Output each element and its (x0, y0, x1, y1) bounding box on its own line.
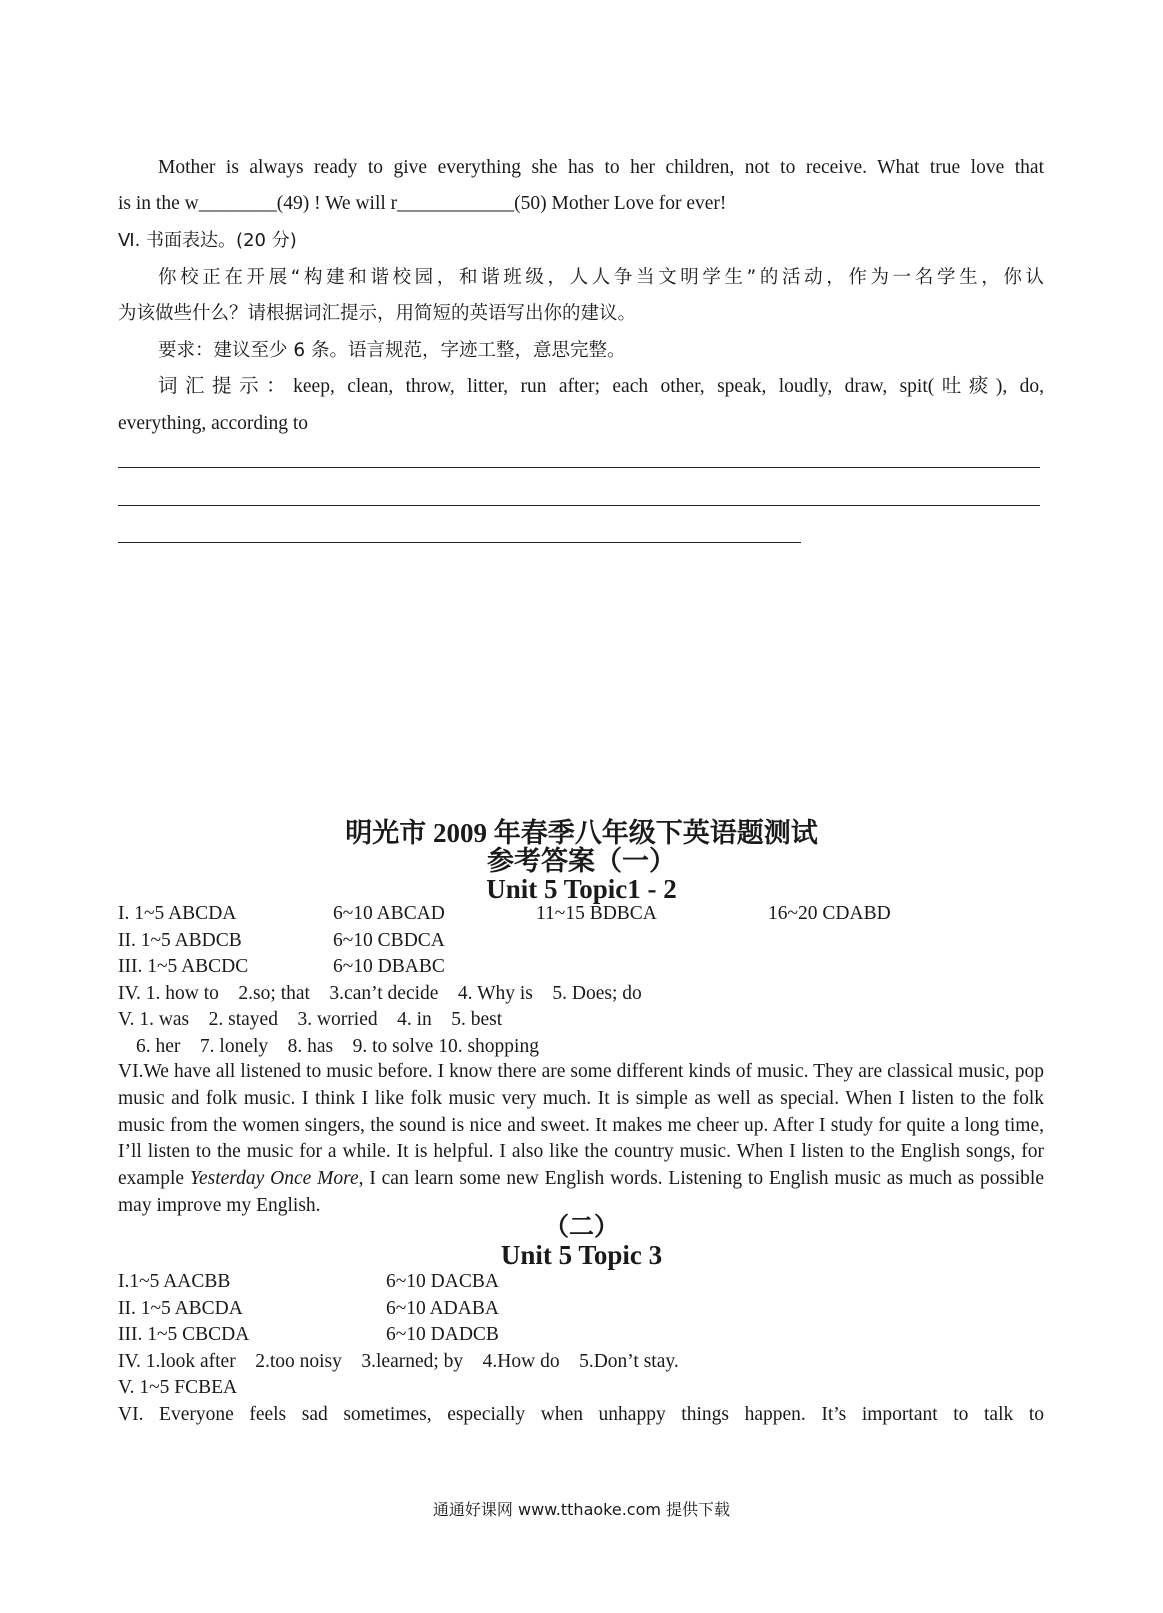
answer-cell: 6~10 DACBA (386, 1271, 499, 1292)
answer-cell: I. 1~5 ABCDA (118, 903, 237, 924)
answer-cell: 6~10 DADCB (386, 1324, 499, 1345)
answer-row: V. 1. was 2. stayed 3. worried 4. in 5. best (118, 1009, 503, 1030)
answer-line[interactable] (118, 542, 801, 543)
vocabulary-hint-continued: everything, according to (118, 413, 309, 434)
passage-blank-line: is in the w________(49) ! We will r____________(50) Mother Love for ever! (118, 193, 727, 214)
answer-cell: II. 1~5 ABCDA (118, 1298, 243, 1319)
part-label: （二） (543, 1214, 619, 1241)
answer-key-title: 明光市 2009 年春季八年级下英语题测试 (345, 818, 818, 848)
answer-line[interactable] (118, 505, 1040, 506)
section-heading: Ⅵ. 书面表达。(20 分) (118, 230, 297, 251)
answer-cell: 6~10 CBDCA (333, 930, 445, 951)
answer-cell: I.1~5 AACBB (118, 1271, 231, 1292)
answer-row: V. 1~5 FCBEA (118, 1377, 238, 1398)
answer-cell: 6~10 DBABC (333, 956, 445, 977)
answer-line[interactable] (118, 467, 1040, 468)
answer-key-subtitle: 参考答案（一） (487, 846, 676, 876)
answer-cell: 16~20 CDABD (768, 903, 891, 924)
song-title: Yesterday Once More (189, 1168, 359, 1190)
passage-line: Mother is always ready to give everything she has to her children, not to receive. What true love that (158, 157, 1044, 178)
vocabulary-hint: 词汇提示：keep, clean, throw, litter, run after; each other, speak, loudly, draw, spit(吐痰), do, (158, 376, 1044, 397)
answer-cell: III. 1~5 CBCDA (118, 1324, 250, 1345)
unit-heading: Unit 5 Topic 3 (500, 1240, 663, 1270)
answer-cell: 6~10 ADABA (386, 1298, 499, 1319)
unit-heading: Unit 5 Topic1 - 2 (486, 874, 677, 904)
answer-cell: 6~10 ABCAD (333, 903, 445, 924)
answer-row: IV. 1.look after 2.too noisy 3.learned; by 4.How do 5.Don’t stay. (118, 1351, 679, 1372)
answer-row: IV. 1. how to 2.so; that 3.can’t decide 4. Why is 5. Does; do (118, 983, 642, 1004)
writing-requirement: 要求：建议至少 6 条。语言规范，字迹工整，意思完整。 (158, 340, 626, 361)
sample-essay-text: VI.We have all listened to music before. I know there are some different kinds of music. They are classical music, pop music and folk music. I think I like folk music very much. It is simple as well as special. When I listen to the folk music from the women singers, the sound is nice and sweet. It makes me cheer up. After I study for quite a long time, I’ll listen to the music for a while. It is helpful. I also like the country music. When I listen to the English songs, for example (118, 1061, 1044, 1190)
sample-essay (118, 1059, 1044, 1220)
sample-essay-start: VI. Everyone feels sad sometimes, especially when unhappy things happen. It’s important to talk to (118, 1404, 1044, 1425)
answer-cell: 11~15 BDBCA (536, 903, 657, 924)
answer-cell: III. 1~5 ABCDC (118, 956, 249, 977)
answer-row: 6. her 7. lonely 8. has 9. to solve 10. shopping (136, 1036, 539, 1057)
sample-essay-text: , I can learn some new English words. Listening to English music as much as possible may improve my English. (118, 1168, 1044, 1216)
page-footer: 通通好课网 www.tthaoke.com 提供下载 (432, 1500, 731, 1519)
answer-cell: II. 1~5 ABDCB (118, 930, 242, 951)
writing-prompt-line: 为该做些什么？请根据词汇提示，用简短的英语写出你的建议。 (118, 303, 637, 324)
writing-prompt-line: 你校正在开展“构建和谐校园，和谐班级，人人争当文明学生”的活动，作为一名学生，你认 (158, 267, 1044, 288)
